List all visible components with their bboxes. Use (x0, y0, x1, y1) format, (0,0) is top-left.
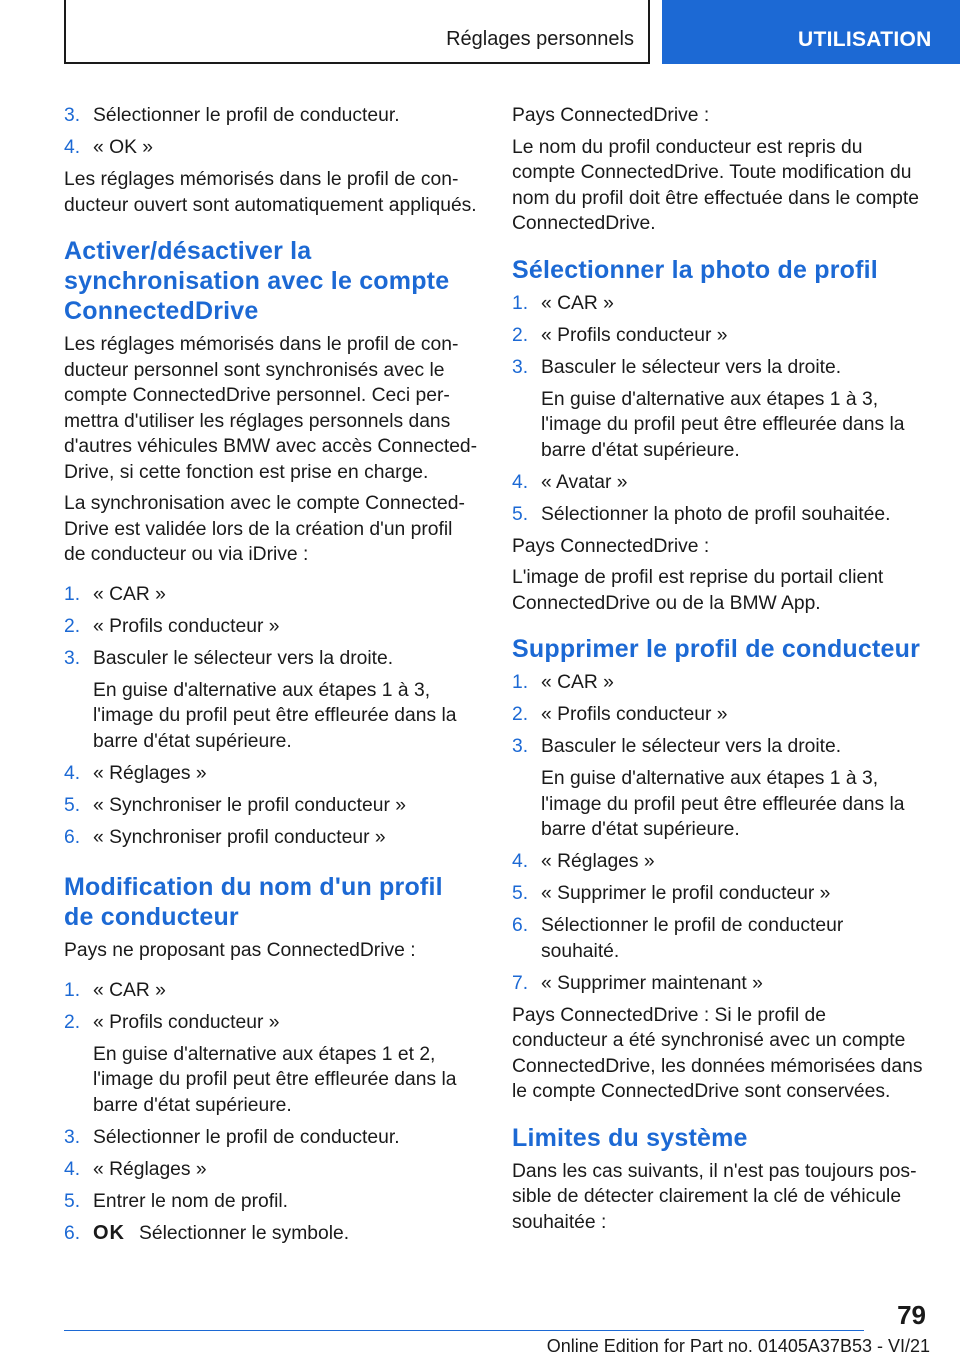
list-item (64, 646, 478, 672)
step-number: 5. (64, 1190, 81, 1212)
step-number: 3. (512, 356, 529, 378)
list-item (64, 825, 478, 851)
step-text: « Profils conducteur » (541, 704, 728, 725)
step-text: Sélectionner la photo de profil souhaitée. (541, 503, 891, 525)
paragraph: Les réglages mémorisés dans le profil de conducteur personnel sont synchronisés avec le compte ConnectedDrive personnel. Ceci permettra d'utiliser les réglages personnels dans d'autres véhicules BMW avec accès ConnectedDrive, si cette fonction est prise en charge. (64, 334, 478, 483)
step-note: En guise d'alternative aux étapes 1 à 3, l'image du profil peut être effleurée dans la barre d'état supérieure. (541, 768, 905, 840)
list-item (512, 971, 926, 997)
step-text: « Profils conducteur » (93, 615, 280, 637)
list-item (512, 702, 926, 728)
list-item (64, 1157, 478, 1183)
step-text: Sélectionner le profil de conducteur souhaité. (541, 915, 844, 962)
list-item (64, 1221, 478, 1247)
step-number: 1. (512, 672, 529, 693)
step-note: En guise d'alternative aux étapes 1 à 3, l'image du profil peut être effleurée dans la barre d'état supérieure. (541, 388, 905, 461)
step-number: 4. (64, 1158, 81, 1180)
list-item (64, 1010, 478, 1036)
step-text: Sélectionner le profil de conducteur. (93, 1126, 400, 1148)
step-text: « Avatar » (541, 471, 628, 493)
list-item (512, 502, 926, 528)
step-note: En guise d'alternative aux étapes 1 et 2, l'image du profil peut être effleurée dans la barre d'état supérieure. (93, 1043, 457, 1116)
step-text: « Supprimer maintenant » (541, 972, 763, 994)
heading-delete: Supprimer le profil de conducteur (512, 635, 921, 663)
step-number: 6. (64, 1222, 81, 1244)
footer-divider (64, 1330, 864, 1331)
list-item (64, 135, 478, 161)
step-text: Sélectionner le symbole. (139, 1222, 350, 1244)
list-item (512, 355, 926, 381)
list-item (512, 670, 926, 696)
heading-sync: Activer/désactiver la synchronisation avec le compte ConnectedDrive (64, 237, 450, 325)
step-text: « Supprimer le profil conducteur » (541, 883, 831, 904)
step-note: En guise d'alternative aux étapes 1 à 3, l'image du profil peut être effleurée dans la barre d'état supérieure. (93, 679, 457, 752)
paragraph: Les réglages mémorisés dans le profil de conducteur ouvert sont automatiquement appliqués. (64, 169, 477, 216)
right-column (512, 103, 926, 1241)
step-text: « Synchroniser le profil conducteur » (93, 794, 406, 816)
step-text: « OK » (93, 137, 154, 158)
list-item (512, 881, 926, 907)
ok-symbol-icon: OK (93, 1221, 125, 1244)
list-item (64, 614, 478, 640)
heading-photo: Sélectionner la photo de profil (512, 255, 878, 284)
list-item (512, 470, 926, 496)
list-item (512, 734, 926, 760)
list-item (64, 978, 478, 1004)
step-number: 3. (64, 1126, 81, 1148)
step-text: « Réglages » (541, 851, 655, 872)
step-number: 4. (64, 137, 81, 158)
paragraph: L'image de profil est reprise du portail client ConnectedDrive ou de la BMW App. (512, 567, 884, 614)
list-item (64, 103, 478, 129)
step-text: « Profils conducteur » (541, 324, 728, 346)
paragraph: Pays ConnectedDrive : (512, 535, 710, 557)
list-item (64, 761, 478, 787)
step-number: 4. (512, 471, 529, 493)
step-number: 4. (512, 851, 529, 872)
step-number: 6. (512, 915, 529, 936)
step-number: 1. (64, 979, 81, 1001)
heading-limits: Limites du système (512, 1123, 748, 1152)
step-text: Basculer le sélecteur vers la droite. (541, 356, 842, 378)
step-number: 1. (512, 292, 529, 314)
step-text: « Profils conducteur » (93, 1011, 280, 1033)
step-number: 5. (512, 503, 529, 525)
list-item (512, 913, 926, 964)
step-number: 2. (64, 1011, 81, 1033)
page-header (0, 0, 960, 66)
steps-list-photo (512, 291, 926, 528)
step-number: 7. (512, 972, 529, 994)
step-number: 2. (512, 704, 529, 725)
step-text: « CAR » (93, 583, 166, 605)
step-text: Entrer le nom de profil. (93, 1190, 289, 1212)
steps-list-delete (512, 670, 926, 996)
step-number: 6. (64, 826, 81, 848)
list-item (512, 323, 926, 349)
step-text: Basculer le sélecteur vers la droite. (541, 736, 842, 757)
paragraph: Dans les cas suivants, il n'est pas toujours possible de détecter clairement la clé de véhicule souhaitée : (512, 1160, 917, 1233)
step-text: Sélectionner le profil de conducteur. (93, 105, 400, 126)
step-number: 2. (512, 324, 529, 346)
step-number: 3. (512, 736, 529, 757)
step-number: 5. (512, 883, 529, 904)
paragraph: La synchronisation avec le compte ConnectedDrive est validée lors de la création d'un profil de conducteur ou via iDrive : (64, 493, 465, 565)
paragraph: Le nom du profil conducteur est repris du compte ConnectedDrive. Toute modification du nom du profil doit être effectuée dans le compte ConnectedDrive. (512, 136, 919, 234)
list-item (64, 1125, 478, 1151)
steps-list-sync (64, 582, 478, 851)
left-column (64, 103, 478, 1253)
paragraph: Pays ne proposant pas ConnectedDrive : (64, 940, 416, 961)
step-number: 1. (64, 583, 81, 605)
paragraph: Pays ConnectedDrive : (512, 105, 710, 126)
step-number: 4. (64, 762, 81, 784)
section-tab (64, 0, 650, 64)
chapter-tab: UTILISATION (662, 0, 960, 64)
step-number: 3. (64, 105, 81, 126)
list-item (512, 849, 926, 875)
list-item (512, 291, 926, 317)
edition-footer: Online Edition for Part no. 01405A37B53 - VI/21 (546, 1336, 930, 1356)
step-text: « CAR » (541, 672, 614, 693)
list-item (64, 582, 478, 608)
step-text: « Réglages » (93, 762, 207, 784)
step-number: 2. (64, 615, 81, 637)
list-item (64, 1189, 478, 1215)
step-number: 5. (64, 794, 81, 816)
steps-list-rename (64, 978, 478, 1247)
step-number: 3. (64, 647, 81, 669)
section-title: Réglages personnels (446, 28, 634, 50)
steps-list-profile (64, 103, 478, 161)
paragraph: Pays ConnectedDrive : Si le profil de conducteur a été synchronisé avec un compte ConnectedDrive, les données mémorisées dans le compte ConnectedDrive sont conservées. (512, 1004, 923, 1102)
page-number: 79 (897, 1300, 926, 1330)
heading-rename: Modification du nom d'un profil de conducteur (64, 873, 443, 931)
step-text: « CAR » (93, 979, 166, 1001)
step-text: « CAR » (541, 292, 614, 314)
step-text: Basculer le sélecteur vers la droite. (93, 647, 394, 669)
step-text: « Synchroniser profil conducteur » (93, 826, 386, 848)
list-item (64, 793, 478, 819)
step-text: « Réglages » (93, 1158, 207, 1180)
